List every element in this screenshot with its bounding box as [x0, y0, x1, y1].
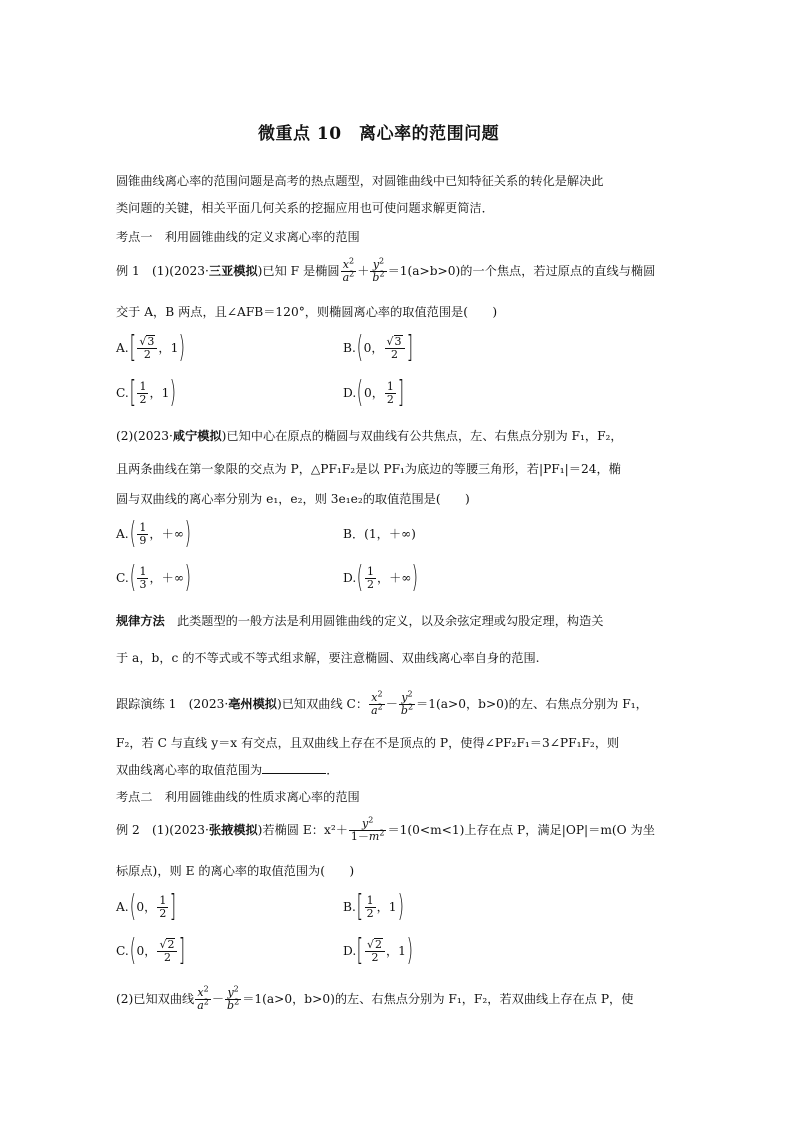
- example-1-part-1-line-2: 交于 A，B 两点，且∠AFB＝120°，则椭圆离心率的取值范围是( ): [116, 305, 498, 319]
- example-2-part-2-line-1: (2)已知双曲线 $\frac{x^2}{a^2}$ － $\frac{y^2}{b^2}$ ＝1(a>0，b>0)的左、右焦点分别为 F₁，F₂，若双曲线上存在点 P，使: [116, 984, 634, 1012]
- ex2-1-mid: )若椭圆 E：x²＋: [257, 822, 348, 837]
- intro-line-1: 圆锥曲线离心率的范围问题是高考的热点题型，对圆锥曲线中已知特征关系的转化是解决此: [116, 174, 604, 188]
- option-a: A. ( $\frac{1}{9}$ ，＋∞ ): [116, 516, 192, 551]
- ex2-1-post: ＝1(0<m<1)上存在点 P，满足|OP|＝m(O 为坐: [387, 822, 655, 837]
- ex2-1-source: 张掖模拟: [208, 822, 258, 837]
- option-b: B. ( 0， $\frac{√3}{2}$ ]: [343, 330, 413, 365]
- practice-mid: )已知双曲线 C：: [276, 696, 369, 711]
- option-label: D.: [343, 385, 357, 400]
- section-heading-2: 考点二 利用圆锥曲线的性质求离心率的范围: [116, 790, 360, 804]
- option-d: D. ( 0， $\frac{1}{2}$ ]: [343, 375, 404, 410]
- option-label: C.: [116, 943, 129, 958]
- practice-post: ＝1(a>0，b>0)的左、右焦点分别为 F₁，: [416, 696, 648, 711]
- option-a: A. [ $\frac{√3}{2}$ ，1 ): [116, 330, 186, 365]
- fraction-x2-a2: $\frac{x^2}{a^2}$: [342, 256, 355, 284]
- practice-1-line-1: 跟踪演练 1 (2023· 亳州模拟 )已知双曲线 C： $\frac{x^2}{a^2}$ － $\frac{y^2}{b^2}$ ＝1(a>0，b>0)的左、右焦点分别为 F₁，: [116, 689, 648, 717]
- ex2-2-post: ＝1(a>0，b>0)的左、右焦点分别为 F₁，F₂，若双曲线上存在点 P，使: [242, 991, 634, 1006]
- option-label: B.: [343, 340, 356, 355]
- option-c: C. ( 0， $\frac{√2}{2}$ ]: [116, 933, 186, 968]
- method-text-1: 此类题型的一般方法是利用圆锥曲线的定义，以及余弦定理或勾股定理，构造关: [176, 614, 604, 628]
- option-label: C.: [116, 385, 129, 400]
- option-label: D.: [343, 943, 357, 958]
- option-c: C. ( $\frac{1}{3}$ ，＋∞ ): [116, 560, 192, 595]
- option-label: A.: [116, 340, 129, 355]
- option-label: B.: [343, 899, 356, 914]
- practice-line3-end: ．: [326, 763, 339, 777]
- ex2-1-pre: 例 2 (1)(2023·: [116, 822, 209, 837]
- example-1-part-2-line-1: [116, 430, 623, 442]
- example-1-part-1-line-1: 例 1 (1)(2023· 三亚模拟 )已知 F 是椭圆 $\frac{x^2}{a^2}$ ＋ $\frac{y^2}{b^2}$ ＝1(a>b>0)的一个焦点，若过原点的直线与椭圆: [116, 256, 656, 284]
- option-a: A. ( 0， $\frac{1}{2}$ ]: [116, 889, 177, 924]
- ex2-2-pre: (2)已知双曲线: [116, 991, 195, 1006]
- practice-1-line-2: F₂，若 C 与直线 y＝x 有交点，且双曲线上存在不是顶点的 P，使得∠PF₂F₁＝3∠PF₁F₂，则: [116, 736, 620, 750]
- intro-line-2: 类问题的关键，相关平面几何关系的挖掘应用也可使问题求解更简洁．: [116, 201, 494, 215]
- option-d: D. ( $\frac{1}{2}$ ，＋∞ ): [343, 560, 419, 595]
- option-c: C. [ $\frac{1}{2}$ ，1 ): [116, 375, 177, 410]
- method-line-2: 于 a，b，c 的不等式或不等式组求解，要注意椭圆、双曲线离心率自身的范围.: [116, 651, 540, 665]
- example-2-part-1-line-1: 例 2 (1)(2023· 张掖模拟 )若椭圆 E：x²＋ $\frac{y^2}{1-m^2}$ ＝1(0<m<1)上存在点 P，满足|OP|＝m(O 为坐: [116, 815, 655, 843]
- ex1-1-pre: 例 1 (1)(2023·: [116, 263, 209, 278]
- practice-source: 亳州模拟: [228, 696, 277, 711]
- option-d: D. [ $\frac{√2}{2}$ ，1 ): [343, 933, 413, 968]
- section-heading-1: 考点一 利用圆锥曲线的定义求离心率的范围: [116, 230, 360, 244]
- option-b: B. [ $\frac{1}{2}$ ，1 ): [343, 889, 404, 924]
- method-label: 规律方法: [116, 614, 165, 628]
- practice-pre: 跟踪演练 1 (2023·: [116, 696, 229, 711]
- ex1-1-source: 三亚模拟: [208, 263, 258, 278]
- practice-1-line-3: [116, 763, 338, 776]
- page-title: 微重点 10 离心率的范围问题: [258, 124, 500, 144]
- practice-line3-text: 双曲线离心率的取值范围为: [116, 763, 263, 777]
- ex1-2-pre: (2)(2023·: [116, 429, 173, 443]
- option-label: A.: [116, 526, 129, 541]
- example-1-part-2-line-2: 且两条曲线在第一象限的交点为 P，△PF₁F₂是以 PF₁为底边的等腰三角形，若|PF₁|＝24，椭: [116, 462, 621, 476]
- option-label: D.: [343, 570, 357, 585]
- ex1-1-post: ＝1(a>b>0)的一个焦点，若过原点的直线与椭圆: [387, 263, 656, 278]
- ex1-1-mid: )已知 F 是椭圆: [257, 263, 340, 278]
- example-2-part-1-line-2: 标原点)，则 E 的离心率的取值范围为( ): [116, 864, 355, 878]
- ex1-2-source: 咸宁模拟: [172, 429, 222, 443]
- fraction-y2-b2: $\frac{y^2}{b^2}$: [372, 256, 385, 284]
- option-b: B．(1，＋∞): [343, 527, 416, 541]
- ex1-2-post: )已知中心在原点的椭圆与双曲线有公共焦点，左、右焦点分别为 F₁，F₂，: [221, 429, 623, 443]
- option-label: A.: [116, 899, 129, 914]
- option-label: C.: [116, 570, 129, 585]
- example-1-part-2-line-3: 圆与双曲线的离心率分别为 e₁，e₂，则 3e₁e₂的取值范围是( ): [116, 492, 470, 506]
- method-line-1: [116, 615, 604, 627]
- answer-blank: [262, 763, 326, 774]
